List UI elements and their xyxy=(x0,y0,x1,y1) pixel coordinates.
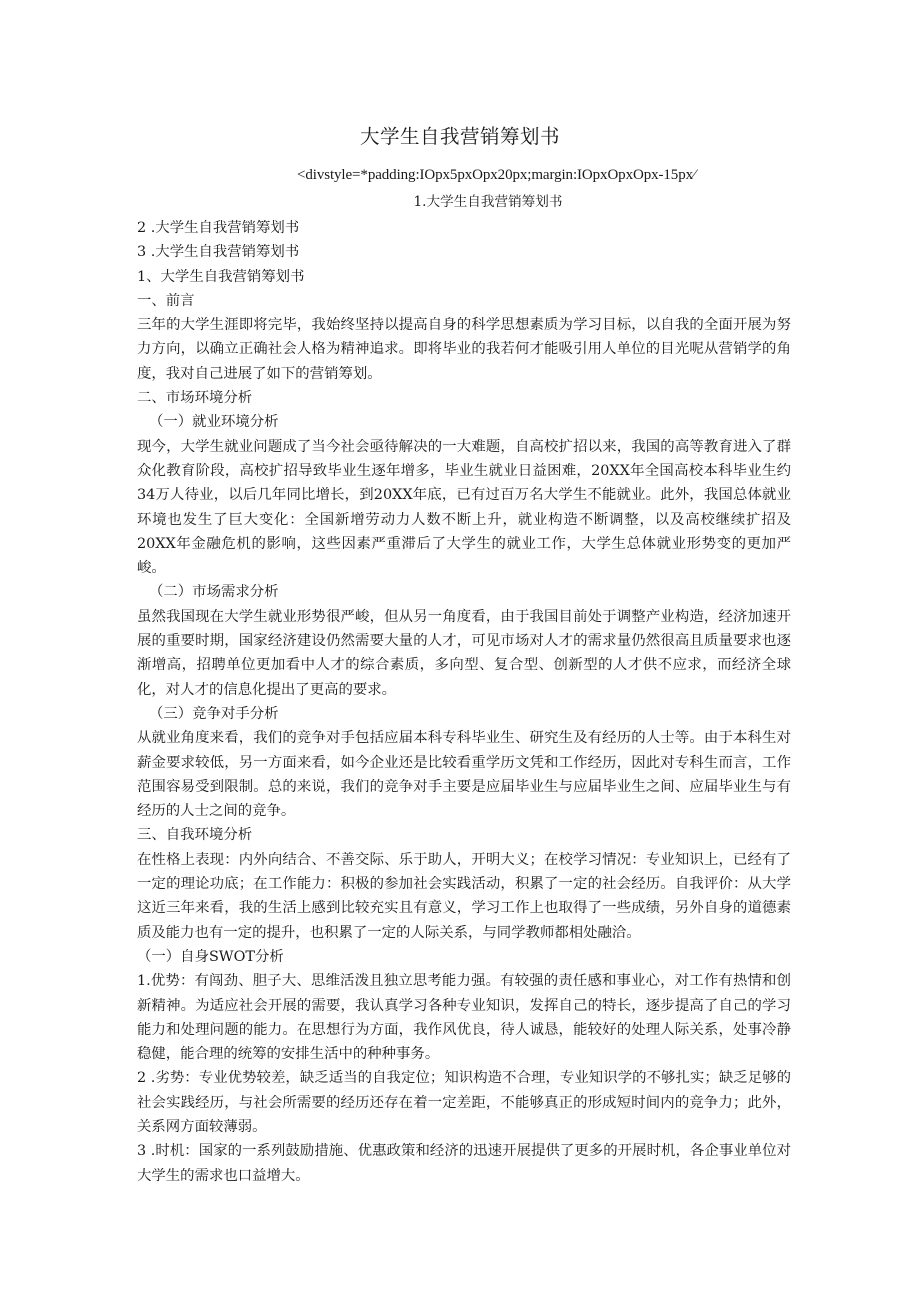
document-body xyxy=(137,216,791,1188)
subheading-swot: （一）自身SWOT分析 xyxy=(137,948,284,965)
subheading-competitor: （三）竞争对手分析 xyxy=(149,705,279,722)
paragraph-preface: 三年的大学生涯即将完毕，我始终坚持以提高自身的科学思想素质为学习目标，以自我的全面开展为努力方向，以确立正确社会人格为精神追求。即将毕业的我若何才能吸引用人单位的目光呢从营销学的角度，我对自己进展了如下的营销筹划。 xyxy=(137,317,791,382)
html-code-residue: <divstyle=*padding:IOpx5pxOpx20px;margin:IOpxOpxOpx-15px⁄ xyxy=(297,167,696,183)
paragraph-self: 在性格上表现：内外向结合、不善交际、乐于助人，开明大义；在校学习情况：专业知识上，已经有了一定的理论功底；在工作能力：积极的参加社会实践活动，积累了一定的社会经历。自我评价：从大学这近三年来看，我的生活上感到比较充实且有意义，学习工作上也取得了一些成绩，另外自身的道德素质及能力也有一定的提升，也积累了一定的人际关系，与同学教师都相处融洽。 xyxy=(137,851,791,941)
paragraph-employment: 现今，大学生就业问题成了当今社会亟待解决的一大难题，自高校扩招以来，我国的高等教育进入了群众化教育阶段，高校扩招导致毕业生逐年增多，毕业生就业日益困难，20XX年全国高校本科毕业生约34万人待业，以后几年同比增长，到20XX年底，已有过百万名大学生不能就业。此外，我国总体就业环境也发生了巨大变化：全国新增劳动力人数不断上升，就业构造不断调整，以及高校继续扩招及20XX年金融危机的影响，这些因素严重滞后了大学生的就业工作，大学生总体就业形势变的更加严峻。 xyxy=(137,438,791,577)
section-heading-preface: 一、前言 xyxy=(137,292,195,309)
toc-item-4: 1、大学生自我营销筹划书 xyxy=(137,268,305,285)
subheading-employment: （一）就业环境分析 xyxy=(149,414,279,431)
section-heading-market: 二、市场环境分析 xyxy=(137,390,253,407)
subheading-demand: （二）市场需求分析 xyxy=(149,584,279,601)
paragraph-weakness: 2 .劣势：专业优势较差，缺乏适当的自我定位；知识构造不合理，专业知识学的不够扎实；缺乏足够的社会实践经历，与社会所需要的经历还存在着一定差距，不能够真正的形成短时间内的竞争力；此外，关系网方面较薄弱。 xyxy=(137,1070,791,1135)
toc-item-2: 2 .大学生自我营销筹划书 xyxy=(137,220,300,236)
document-title: 大学生自我营销筹划书 xyxy=(359,125,560,148)
toc-item-3: 3 .大学生自我营销筹划书 xyxy=(137,244,300,261)
paragraph-strength: 1.优势：有闯劲、胆子大、思维活泼且独立思考能力强。有较强的责任感和事业心，对工作有热情和创新精神。为适应社会开展的需要，我认真学习各种专业知识，发挥自己的特长，逐步提高了自己的学习能力和处理问题的能力。在思想行为方面，我作风优良，待人诚恳，能较好的处理人际关系，处事冷静稳健，能合理的统筹的安排生活中的种种事务。 xyxy=(137,973,791,1063)
paragraph-demand: 虽然我国现在大学生就业形势很严峻，但从另一角度看，由于我国目前处于调整产业构造，经济加速开展的重要时期，国家经济建设仍然需要大量的人才，可见市场对人才的需求量仍然很高且质量要求也逐渐增高，招聘单位更加看中人才的综合素质，多向型、复合型、创新型的人才供不应求，而经济全球化，对人才的信息化提出了更高的要求。 xyxy=(137,608,791,698)
section-heading-self: 三、自我环境分析 xyxy=(137,827,253,844)
paragraph-opportunity: 3 .时机：国家的一系列鼓励措施、优惠政策和经济的迅速开展提供了更多的开展时机，各企事业单位对大学生的需求也口益增大。 xyxy=(137,1143,791,1184)
paragraph-competitor: 从就业角度来看，我们的竞争对手包括应届本科专科毕业生、研究生及有经历的人士等。由于本科生对薪金要求较低，另一方面来看，如今企业还是比较看重学历文凭和工作经历，因此对专科生而言，工作范围容易受到限制。总的来说，我们的竞争对手主要是应届毕业生与应届毕业生之间、应届毕业生与有经历的人士之间的竞争。 xyxy=(137,730,791,820)
toc-item-1: 1.大学生自我营销筹划书 xyxy=(413,194,563,210)
